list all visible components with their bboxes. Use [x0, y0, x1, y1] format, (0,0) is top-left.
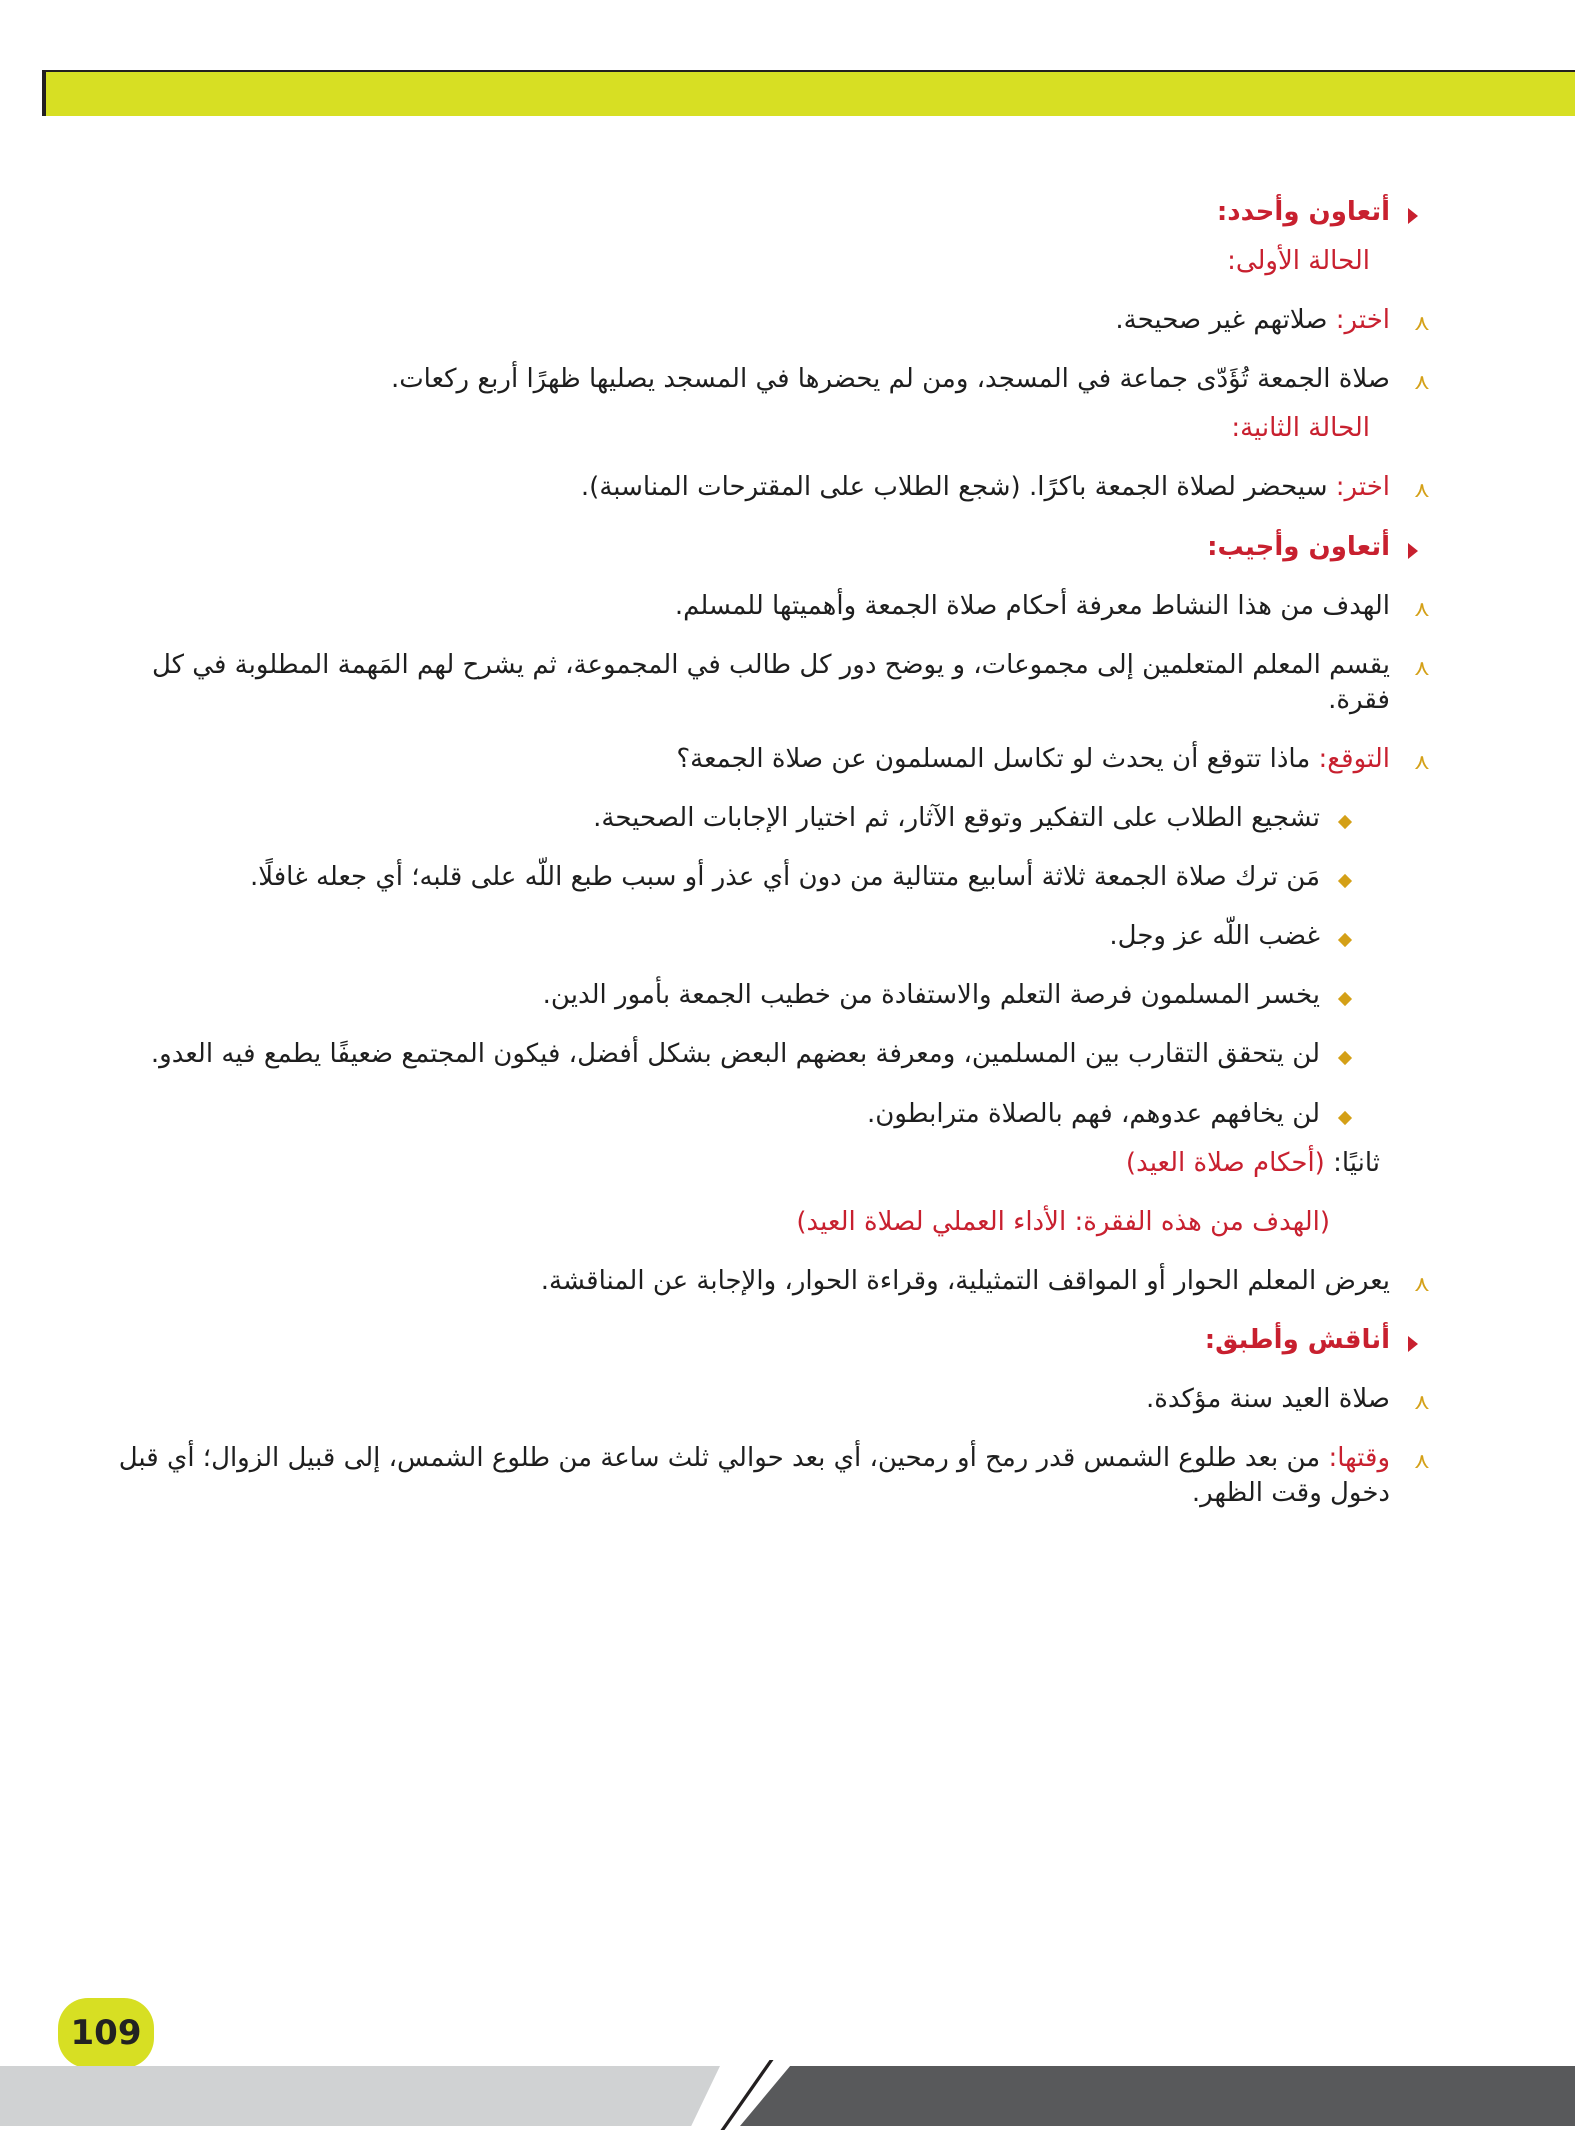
eid-section-title: ثانيًا: (أحكام صلاة العيد)	[1125, 1147, 1380, 1178]
triangle-bullet-icon	[1408, 543, 1418, 559]
header-bar	[42, 70, 1575, 116]
diamond-bullet-icon	[1338, 1110, 1352, 1124]
group-division: ⋏ يقسم المعلم المتعلمين إلى مجموعات، و يوضح دور كل طالب في المجموعة، ثم يشرح لهم المَهمة المطلوبة في كل فقرة.	[151, 649, 1430, 715]
activity-goal: ⋏ الهدف من هذا النشاط معرفة أحكام صلاة الجمعة وأهميتها للمسلم.	[674, 590, 1430, 622]
chevron-bullet-icon: ⋏	[1413, 1449, 1430, 1475]
list-item: لن يخافهم عدوهم، فهم بالصلاة مترابطون.	[100, 1097, 1430, 1132]
list-item: تشجيع الطلاب على التفكير وتوقع الآثار، ثم اختيار الإجابات الصحيحة.	[100, 801, 1430, 836]
list-item: غضب اللّه عز وجل.	[100, 919, 1430, 954]
heading-cooperate-identify: أتعاون وأحدد:	[100, 195, 1430, 230]
list-item: يخسر المسلمون فرصة التعلم والاستفادة من خطيب الجمعة بأمور الدين.	[100, 978, 1430, 1013]
list-item: لن يتحقق التقارب بين المسلمين، ومعرفة بعضهم البعض بشكل أفضل، فيكون المجتمع ضعيفًا يطمع فيه العدو.	[100, 1037, 1430, 1072]
eid-goal: (الهدف من هذه الفقرة: الأداء العملي لصلاة العيد)	[796, 1206, 1330, 1237]
case2-title: الحالة الثانية:	[1231, 413, 1370, 444]
case1-title: الحالة الأولى:	[1227, 246, 1370, 277]
list-item: مَن ترك صلاة الجمعة ثلاثة أسابيع متتالية من دون أي عذر أو سبب طبع اللّه على قلبه؛ أي جعله غافلًا.	[100, 860, 1430, 895]
chevron-bullet-icon: ⋏	[1413, 596, 1430, 622]
chevron-bullet-icon: ⋏	[1413, 478, 1430, 504]
heading-discuss-apply: أناقش وأطبق:	[100, 1323, 1430, 1358]
chevron-bullet-icon: ⋏	[1413, 749, 1430, 775]
diamond-bullet-icon	[1338, 933, 1352, 947]
chevron-bullet-icon: ⋏	[1413, 311, 1430, 337]
heading-cooperate-answer: أتعاون وأجيب:	[100, 530, 1430, 565]
triangle-bullet-icon	[1408, 1336, 1418, 1352]
teacher-presents: ⋏ يعرض المعلم الحوار أو المواقف التمثيلية، وقراءة الحوار، والإجابة عن المناقشة.	[540, 1265, 1430, 1297]
diamond-bullet-icon	[1338, 1051, 1352, 1065]
case1-note: ⋏ صلاة الجمعة تُؤَدّى جماعة في المسجد، ومن لم يحضرها في المسجد يصليها ظهرًا أربع ركعات.	[390, 364, 1430, 396]
chevron-bullet-icon: ⋏	[1413, 655, 1430, 681]
diamond-bullet-icon	[1338, 874, 1352, 888]
chevron-bullet-icon: ⋏	[1413, 1271, 1430, 1297]
footer-band-dark	[740, 2066, 1575, 2126]
footer-band-light	[0, 2066, 720, 2126]
chevron-bullet-icon: ⋏	[1413, 370, 1430, 396]
triangle-bullet-icon	[1408, 208, 1418, 224]
page-content	[100, 195, 1430, 1511]
eid-time: ⋏ وقتها: من بعد طلوع الشمس قدر رمح أو رمحين، أي بعد حوالي ثلث ساعة من طلوع الشمس، إلى قبيل الزوال؛ أي قبل دخول وقت الظهر.	[118, 1443, 1430, 1509]
expectation-question: ⋏ التوقع: ماذا تتوقع أن يحدث لو تكاسل المسلمون عن صلاة الجمعة؟	[676, 743, 1430, 775]
chevron-bullet-icon: ⋏	[1413, 1389, 1430, 1415]
eid-sunnah: ⋏ صلاة العيد سنة مؤكدة.	[1145, 1383, 1430, 1415]
page-number: 109	[58, 1998, 154, 2068]
case2-choose: ⋏ اختر: سيحضر لصلاة الجمعة باكرًا. (شجع الطلاب على المقترحات المناسبة).	[580, 472, 1430, 504]
diamond-bullet-icon	[1338, 992, 1352, 1006]
diamond-bullet-icon	[1338, 815, 1352, 829]
case1-choose: ⋏ اختر: صلاتهم غير صحيحة.	[1115, 305, 1430, 337]
